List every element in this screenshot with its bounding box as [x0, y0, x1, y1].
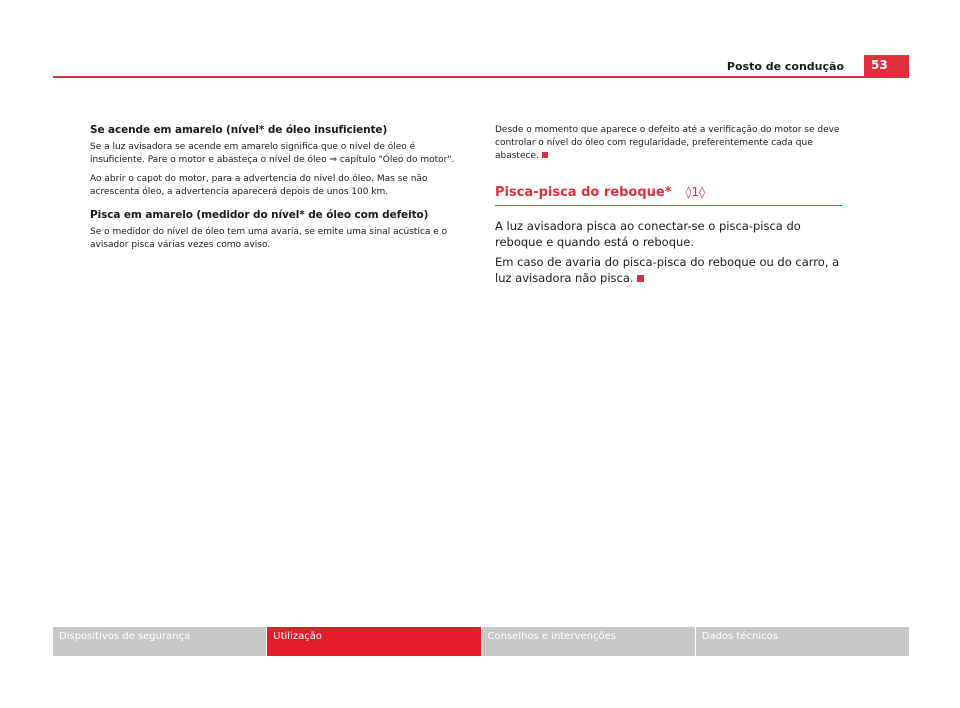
tab-conselhos-e-intervencoes[interactable]: Conselhos e intervenções — [482, 627, 696, 656]
section-heading-yellow-blink: Pisca em amarelo (medidor do nível* de óleo com defeito) — [90, 209, 429, 221]
paragraph-intro — [495, 124, 845, 163]
paragraph — [495, 254, 845, 286]
paragraph: Se o medidor do nível de óleo tem uma avaria, se emite uma sinal acústica e o avisador pisca várias vezes como aviso. — [90, 227, 448, 250]
right-column — [495, 124, 845, 290]
paragraph: Ao abrir o capot do motor, para a advertencia do nível do óleo. Mas se não acrescenta óleo, a advertencia aparecerá depois de unos 100 km. — [90, 174, 428, 197]
tab-dispositivos-de-seguranca[interactable]: Dispositivos de segurança — [53, 627, 267, 656]
tab-dados-tecnicos[interactable]: Dados técnicos — [696, 627, 909, 656]
reference-marker-icon: ◊1◊ — [685, 185, 706, 199]
intro-text: Desde o momento que aparece o defeito até a verificação do motor se deve controlar o nível do óleo com regularidade, preferentemente cada que abastece. — [495, 125, 840, 161]
section-end-icon — [637, 275, 644, 282]
section-heading-yellow-on: Se acende em amarelo (nível* de óleo insuficiente) — [90, 124, 388, 136]
section-heading-trailer-signal — [495, 185, 842, 206]
tab-utilizacao[interactable]: Utilização — [267, 627, 481, 656]
header-rule — [53, 76, 909, 78]
header-title: Posto de condução — [726, 60, 844, 73]
paragraph: Se a luz avisadora se acende em amarelo significa que o nível de óleo é insuficiente. Pare o motor e abasteça o nível de óleo ⇒ capítulo "Óleo do motor". — [90, 142, 455, 165]
paragraph: A luz avisadora pisca ao conectar-se o pisca-pisca do reboque e quando está o reboque. — [495, 219, 801, 249]
section-end-icon — [542, 152, 548, 158]
section-heading-text: Pisca-pisca do reboque* — [495, 185, 672, 200]
left-column — [90, 124, 470, 258]
paragraph-text: Em caso de avaria do pisca-pisca do reboque ou do carro, a luz avisadora não pisca. — [495, 255, 840, 285]
chapter-tabs — [53, 627, 909, 656]
page-number: 53 — [864, 55, 909, 76]
